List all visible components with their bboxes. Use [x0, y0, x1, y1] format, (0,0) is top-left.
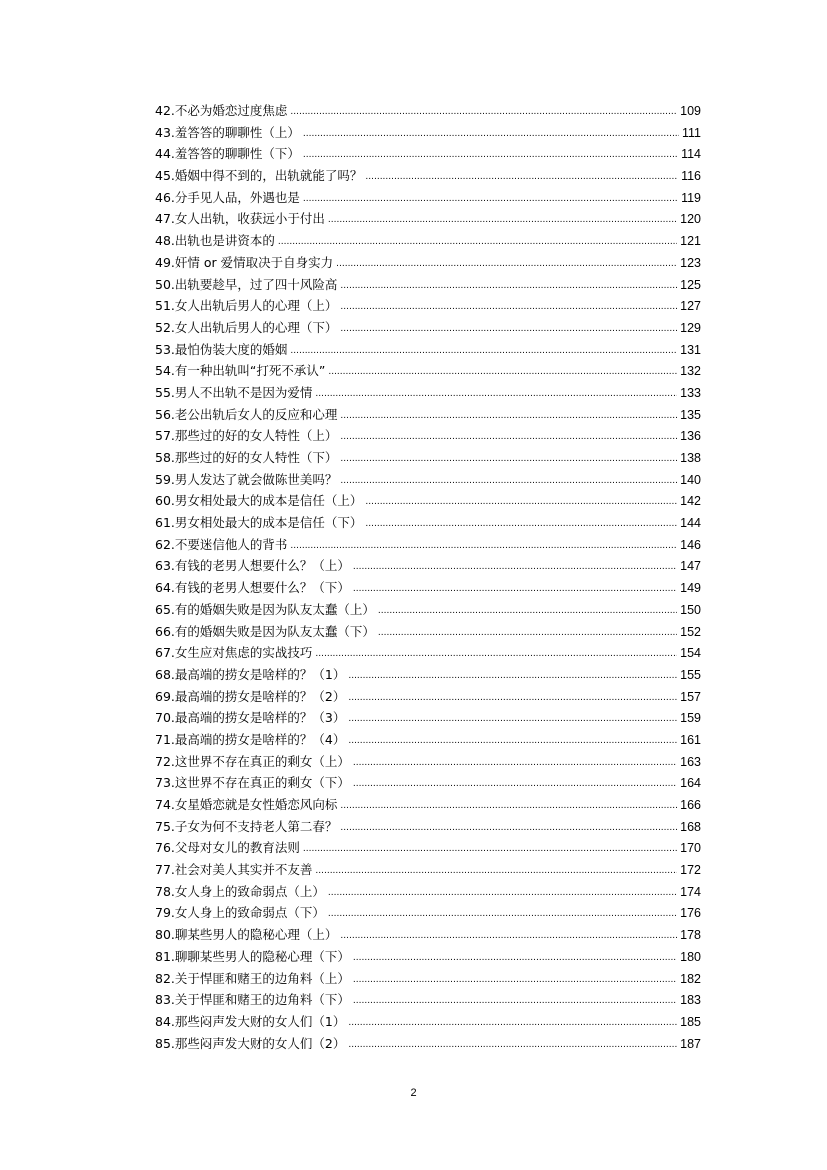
- dot-leader: [336, 254, 677, 276]
- toc-entry-page: 133: [680, 385, 701, 400]
- toc-entry-page: 135: [680, 407, 701, 422]
- toc-entry-title: 61.男女相处最大的成本是信任（下）: [155, 515, 363, 531]
- page-number: 2: [410, 1087, 417, 1099]
- dot-leader: [340, 471, 677, 493]
- toc-entry-title: 47.女人出轨，收获远小于付出: [155, 211, 325, 227]
- toc-entry-page: 182: [680, 971, 701, 986]
- dot-leader: [353, 991, 677, 1013]
- toc-entry[interactable]: [155, 968, 701, 990]
- toc-entry-page: 166: [680, 798, 701, 812]
- toc-entry[interactable]: [155, 1011, 701, 1033]
- toc-entry-title: 55.男人不出轨不是因为爱情: [155, 384, 313, 400]
- toc-entry-page: 161: [680, 732, 701, 747]
- toc-entry-page: 178: [680, 928, 701, 943]
- toc-entry-page: 121: [680, 234, 701, 249]
- dot-leader: [348, 731, 677, 753]
- toc-entry[interactable]: [155, 317, 701, 339]
- toc-entry-page: 172: [680, 863, 701, 878]
- dot-leader: [353, 557, 677, 579]
- dot-leader: [348, 666, 677, 688]
- dot-leader: [348, 1013, 677, 1035]
- toc-entry-title: 43.羞答答的聊聊性（上）: [155, 124, 300, 140]
- toc-entry[interactable]: [155, 208, 701, 230]
- toc-entry[interactable]: [155, 707, 701, 729]
- dot-leader: [378, 623, 677, 645]
- toc-entry[interactable]: [155, 794, 701, 816]
- toc-entry[interactable]: [155, 339, 701, 361]
- toc-entry[interactable]: [155, 664, 701, 686]
- toc-entry-page: 127: [680, 299, 701, 314]
- toc-entry-title: 45.婚姻中得不到的，出轨就能了吗？: [155, 168, 363, 184]
- toc-entry-title: 82.关于悍匪和赌王的边角料（上）: [155, 970, 350, 986]
- toc-entry-title: 63.有钱的老男人想要什么？（上）: [155, 558, 350, 574]
- dot-leader: [340, 449, 677, 471]
- dot-leader: [340, 796, 677, 818]
- dot-leader: [328, 362, 677, 384]
- toc-entry-page: 155: [680, 667, 701, 682]
- toc-entry[interactable]: [155, 902, 701, 924]
- toc-entry-page: 149: [680, 581, 701, 596]
- toc-entry-title: 68.最高端的捞女是啥样的？（1）: [155, 666, 346, 682]
- toc-entry-page: 116: [681, 169, 701, 184]
- toc-entry-title: 85.那些闷声发大财的女人们（2）: [155, 1035, 346, 1051]
- toc-entry[interactable]: [155, 187, 701, 209]
- dot-leader: [303, 839, 677, 861]
- toc-entry-title: 67.女生应对焦虑的实战技巧: [155, 645, 313, 661]
- toc-entry-page: 163: [680, 754, 701, 769]
- dot-leader: [353, 753, 677, 775]
- toc-entry-page: 125: [680, 277, 701, 292]
- toc-entry-title: 83.关于悍匪和赌王的边角料（下）: [155, 992, 350, 1008]
- toc-entry-title: 60.男女相处最大的成本是信任（上）: [155, 493, 363, 509]
- toc-entry-title: 72.这世界不存在真正的剩女（上）: [155, 753, 350, 769]
- toc-entry[interactable]: [155, 686, 701, 708]
- toc-entry[interactable]: [155, 143, 701, 165]
- toc-entry-page: 147: [680, 559, 701, 574]
- dot-leader: [328, 883, 677, 905]
- toc-entry[interactable]: [155, 577, 701, 599]
- toc-entry[interactable]: [155, 230, 701, 252]
- toc-entry-page: 174: [680, 884, 701, 899]
- toc-entry[interactable]: [155, 1033, 701, 1055]
- toc-entry-title: 79.女人身上的致命弱点（下）: [155, 905, 325, 921]
- toc-entry[interactable]: [155, 816, 701, 838]
- dot-leader: [340, 297, 677, 319]
- dot-leader: [340, 319, 677, 341]
- toc-entry[interactable]: [155, 772, 701, 794]
- toc-entry-page: 146: [680, 537, 701, 552]
- toc-entry-title: 53.最怕伪装大度的婚姻: [155, 341, 288, 357]
- toc-entry-title: 42.不必为婚恋过度焦虑: [155, 103, 288, 118]
- toc-entry-page: 187: [680, 1036, 701, 1051]
- dot-leader: [328, 210, 677, 232]
- toc-entry-title: 49.奸情 or 爱情取决于自身实力: [155, 254, 334, 270]
- toc-entry-title: 46.分手见人品，外遇也是: [155, 189, 300, 205]
- toc-entry-page: 120: [680, 212, 701, 227]
- toc-entry-title: 44.羞答答的聊聊性（下）: [155, 146, 300, 162]
- toc-entry[interactable]: [155, 252, 701, 274]
- toc-entry[interactable]: [155, 642, 701, 664]
- toc-entry[interactable]: [155, 859, 701, 881]
- toc-entry[interactable]: [155, 924, 701, 946]
- toc-entry[interactable]: [155, 837, 701, 859]
- dot-leader: [353, 970, 677, 992]
- dot-leader: [328, 904, 677, 926]
- toc-entry-title: 62.不要迷信他人的背书: [155, 536, 288, 552]
- toc-entry-page: 123: [680, 255, 701, 270]
- toc-entry-title: 58.那些过的好的女人特性（下）: [155, 450, 338, 465]
- toc-entry-title: 65.有的婚姻失败是因为队友太蠢（上）: [155, 601, 375, 617]
- toc-entry-title: 50.出轨要趁早，过了四十风险高: [155, 276, 338, 292]
- dot-leader: [303, 124, 679, 146]
- toc-entry[interactable]: [155, 122, 701, 144]
- toc-entry-title: 57.那些过的好的女人特性（上）: [155, 428, 338, 444]
- toc-entry-page: 150: [680, 602, 701, 617]
- toc-entry-page: 142: [680, 494, 701, 509]
- toc-entry-page: 132: [680, 364, 701, 379]
- toc-entry-title: 80.聊某些男人的隐秘心理（上）: [155, 927, 338, 943]
- toc-entry-title: 75.子女为何不支持老人第二春？: [155, 818, 338, 834]
- toc-entry[interactable]: [155, 100, 701, 122]
- toc-entry-page: 138: [680, 451, 701, 465]
- dot-leader: [340, 427, 677, 449]
- toc-entry-title: 84.那些闷声发大财的女人们（1）: [155, 1013, 346, 1029]
- dot-leader: [290, 102, 677, 124]
- toc-entry-page: 114: [681, 147, 701, 162]
- toc-entry-title: 66.有的婚姻失败是因为队友太蠢（下）: [155, 623, 375, 639]
- dot-leader: [353, 948, 677, 970]
- toc-entry-page: 119: [681, 190, 701, 205]
- toc-entry-title: 71.最高端的捞女是啥样的？（4）: [155, 731, 346, 747]
- toc-entry-page: 164: [680, 776, 701, 791]
- toc-entry[interactable]: [155, 490, 701, 512]
- toc-entry-page: 183: [680, 993, 701, 1008]
- toc-entry[interactable]: [155, 425, 701, 447]
- dot-leader: [348, 688, 677, 710]
- dot-leader: [315, 384, 677, 406]
- toc-entry-page: 157: [680, 689, 701, 704]
- dot-leader: [353, 774, 677, 796]
- dot-leader: [353, 579, 677, 601]
- toc-entry[interactable]: [155, 534, 701, 556]
- toc-entry-page: 159: [680, 711, 701, 726]
- toc-entry-page: 168: [680, 819, 701, 834]
- toc-entry[interactable]: [155, 512, 701, 534]
- dot-leader: [278, 232, 677, 254]
- toc-entry-page: 170: [680, 841, 701, 856]
- toc-entry-page: 154: [680, 646, 701, 661]
- toc-entry-page: 180: [680, 949, 701, 964]
- dot-leader: [315, 861, 677, 883]
- toc-entry-title: 76.父母对女儿的教育法则: [155, 840, 300, 856]
- toc-entry-title: 64.有钱的老男人想要什么？（下）: [155, 580, 350, 596]
- dot-leader: [365, 514, 677, 536]
- toc-entry-title: 54.有一种出轨叫“打死不承认”: [155, 363, 326, 379]
- toc-entry[interactable]: [155, 599, 701, 621]
- dot-leader: [365, 492, 677, 514]
- toc-entry-title: 73.这世界不存在真正的剩女（下）: [155, 775, 350, 791]
- toc-entry-page: 176: [680, 906, 701, 921]
- dot-leader: [365, 167, 678, 189]
- toc-entry-page: 109: [680, 104, 701, 118]
- toc-entry-page: 185: [680, 1014, 701, 1029]
- toc-entry[interactable]: [155, 165, 701, 187]
- dot-leader: [348, 709, 677, 731]
- toc-entry-title: 52.女人出轨后男人的心理（下）: [155, 319, 338, 335]
- toc-entry[interactable]: [155, 555, 701, 577]
- toc-entry-title: 81.聊聊某些男人的隐秘心理（下）: [155, 948, 350, 964]
- dot-leader: [303, 145, 678, 167]
- toc-entry[interactable]: [155, 989, 701, 1011]
- dot-leader: [340, 406, 677, 428]
- toc-entry[interactable]: [155, 621, 701, 643]
- dot-leader: [290, 341, 677, 363]
- toc-entry[interactable]: [155, 360, 701, 382]
- dot-leader: [340, 926, 677, 948]
- toc-entry[interactable]: [155, 447, 701, 469]
- toc-entry-title: 48.出轨也是讲资本的: [155, 233, 275, 249]
- dot-leader: [348, 1035, 677, 1057]
- toc-entry[interactable]: [155, 729, 701, 751]
- toc-entry-page: 140: [680, 472, 701, 487]
- toc-entry[interactable]: [155, 274, 701, 296]
- toc-entry-page: 129: [680, 320, 701, 335]
- toc-entry[interactable]: [155, 404, 701, 426]
- toc-entry-page: 144: [680, 516, 701, 531]
- toc-entry-title: 69.最高端的捞女是啥样的？（2）: [155, 688, 346, 704]
- toc-entry-title: 77.社会对美人其实并不友善: [155, 862, 313, 878]
- toc-entry-page: 111: [681, 125, 701, 140]
- toc-entry[interactable]: [155, 295, 701, 317]
- dot-leader: [290, 536, 677, 558]
- toc-entry-title: 56.老公出轨后女人的反应和心理: [155, 406, 338, 422]
- toc-entry-title: 59.男人发达了就会做陈世美吗？: [155, 471, 338, 487]
- toc-entry[interactable]: [155, 881, 701, 903]
- toc-entry[interactable]: [155, 946, 701, 968]
- dot-leader: [340, 276, 677, 298]
- dot-leader: [315, 644, 677, 666]
- toc-entry-title: 78.女人身上的致命弱点（上）: [155, 883, 325, 899]
- toc-entry-title: 70.最高端的捞女是啥样的？（3）: [155, 710, 346, 726]
- toc-entry[interactable]: [155, 382, 701, 404]
- toc-entry[interactable]: [155, 751, 701, 773]
- table-of-contents: [155, 100, 701, 1054]
- dot-leader: [378, 601, 677, 623]
- dot-leader: [340, 818, 677, 840]
- toc-entry-title: 51.女人出轨后男人的心理（上）: [155, 298, 338, 314]
- toc-entry-page: 131: [680, 342, 701, 357]
- toc-entry-title: 74.女星婚恋就是女性婚恋风向标: [155, 797, 338, 812]
- toc-entry-page: 152: [680, 624, 701, 639]
- toc-entry[interactable]: [155, 469, 701, 491]
- dot-leader: [303, 189, 678, 211]
- toc-entry-page: 136: [680, 429, 701, 444]
